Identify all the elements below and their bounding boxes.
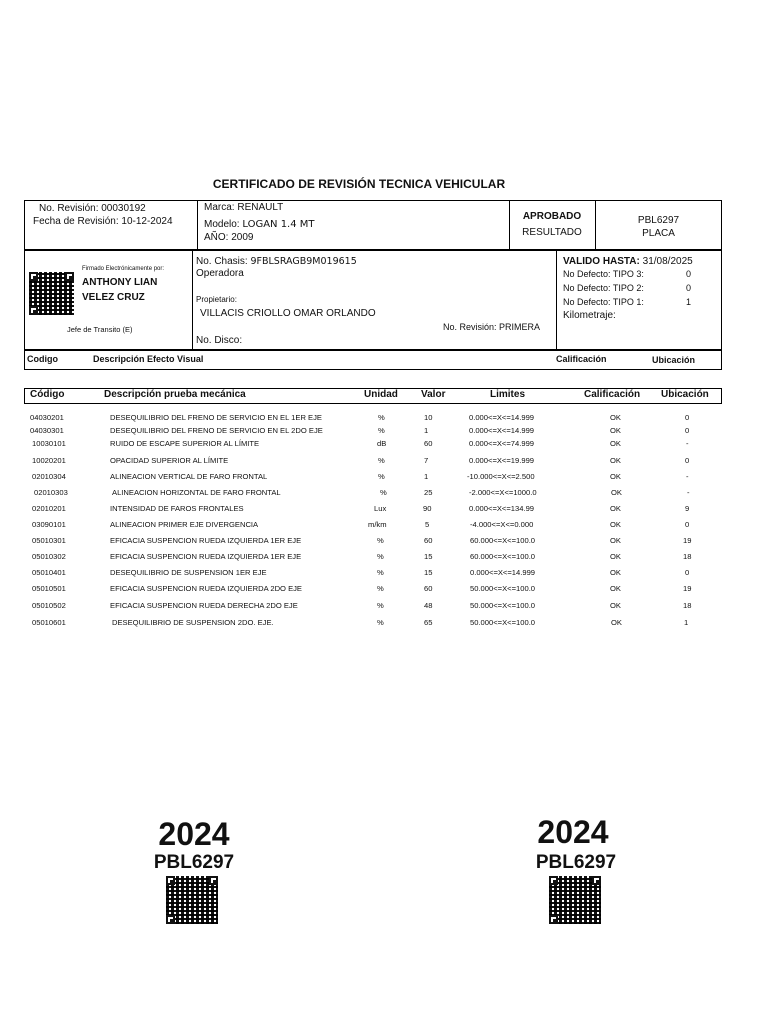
cell-calificacion: OK: [610, 413, 621, 422]
cell-limites: 0.000<=X<=74.999: [469, 439, 535, 448]
cell-unidad: %: [377, 618, 384, 627]
cell-ubicacion: 18: [683, 601, 692, 610]
cell-descripcion: EFICACIA SUSPENCION RUEDA IZQUIERDA 2DO EJE: [110, 584, 302, 593]
cell-valor: 48: [424, 601, 433, 610]
disco-label: No. Disco:: [196, 335, 243, 346]
cell-calificacion: OK: [610, 520, 621, 529]
cell-codigo: 03090101: [32, 520, 66, 529]
cell-ubicacion: 0: [685, 413, 690, 422]
cell-limites: 50.000<=X<=100.0: [470, 584, 536, 593]
cell-valor: 10: [424, 413, 433, 422]
chasis-label: No. Chasis:: [196, 256, 248, 267]
cell-valor: 7: [424, 456, 429, 465]
cell-limites: 60.000<=X<=100.0: [470, 552, 536, 561]
cell-valor: 65: [424, 618, 433, 627]
cell-calificacion: OK: [610, 456, 621, 465]
cell-calificacion: OK: [611, 488, 622, 497]
cell-valor: 60: [424, 536, 433, 545]
mech-codigo-header: Código: [30, 389, 65, 400]
marca-label: Marca:: [204, 202, 235, 213]
valid-until-label: VALIDO HASTA:: [563, 256, 640, 267]
cell-descripcion: EFICACIA SUSPENCION RUEDA DERECHA 2DO EJE: [110, 601, 298, 610]
modelo-label: Modelo:: [204, 219, 240, 230]
cell-descripcion: DESEQUILIBRIO DEL FRENO DE SERVICIO EN EL 1ER EJE: [110, 413, 322, 422]
cell-unidad: %: [378, 413, 385, 422]
cell-limites: -2.000<=X<=1000.0: [469, 488, 537, 497]
anio-label: AÑO:: [204, 232, 229, 243]
table-row: [0, 488, 768, 500]
cell-ubicacion: -: [686, 439, 689, 448]
cell-descripcion: INTENSIDAD DE FAROS FRONTALES: [110, 504, 244, 513]
cell-descripcion: ALINEACION VERTICAL DE FARO FRONTAL: [110, 472, 268, 481]
cell-codigo: 02010304: [32, 472, 66, 481]
cell-ubicacion: 0: [685, 426, 690, 435]
cell-ubicacion: 0: [685, 568, 690, 577]
cell-limites: 0.000<=X<=14.999: [469, 413, 535, 422]
cell-descripcion: EFICACIA SUSPENCION RUEDA IZQUIERDA 1ER EJE: [110, 552, 302, 561]
defect-type3-value: 0: [686, 269, 692, 279]
cell-valor: 1: [424, 472, 429, 481]
cell-limites: 60.000<=X<=100.0: [470, 536, 536, 545]
cell-unidad: %: [378, 456, 385, 465]
cell-limites: 50.000<=X<=100.0: [470, 601, 536, 610]
anio-value: 2009: [231, 232, 254, 243]
cell-descripcion: DESEQUILIBRIO DEL FRENO DE SERVICIO EN EL 2DO EJE: [110, 426, 323, 435]
cell-limites: 0.000<=X<=134.99: [469, 504, 535, 513]
valid-until-date: 31/08/2025: [642, 256, 693, 267]
cell-codigo: 04030201: [30, 413, 64, 422]
cell-valor: 15: [424, 552, 433, 561]
cell-calificacion: OK: [610, 504, 621, 513]
table-row: [0, 426, 768, 438]
cell-unidad: dB: [377, 439, 387, 448]
cell-codigo: 05010302: [32, 552, 66, 561]
kilometraje-label: Kilometraje:: [563, 310, 616, 321]
cell-codigo: 05010501: [32, 584, 66, 593]
mech-ubicacion-header: Ubicación: [661, 389, 709, 400]
mech-descripcion-header: Descripción prueba mecánica: [104, 389, 246, 400]
cell-unidad: %: [377, 584, 384, 593]
propietario-label: Propietario:: [196, 295, 237, 304]
cell-limites: 0.000<=X<=19.999: [469, 456, 535, 465]
cell-unidad: %: [378, 472, 385, 481]
cell-limites: 0.000<=X<=14.999: [470, 568, 536, 577]
table-row: [0, 504, 768, 516]
table-row: [0, 456, 768, 468]
table-row: [0, 584, 768, 596]
cell-calificacion: OK: [610, 601, 621, 610]
mech-valor-header: Valor: [421, 389, 446, 400]
cell-ubicacion: 19: [683, 584, 692, 593]
cell-ubicacion: 18: [683, 552, 692, 561]
cell-valor: 60: [424, 439, 433, 448]
visual-ubicacion-header: Ubicación: [652, 355, 696, 365]
cell-codigo: 02010201: [32, 504, 66, 513]
cell-calificacion: OK: [610, 439, 621, 448]
cell-ubicacion: 1: [684, 618, 689, 627]
cell-ubicacion: 0: [685, 456, 690, 465]
cell-descripcion: DESEQUILIBRIO DE SUSPENSION 2DO. EJE.: [112, 618, 274, 627]
modelo-value: LOGAN 1.4 MT: [242, 219, 315, 230]
table-row: [0, 413, 768, 425]
defect-type3-label: No Defecto: TIPO 3:: [563, 269, 644, 279]
table-row: [0, 472, 768, 484]
sticker-plate-right: PBL6297: [535, 852, 617, 873]
cell-valor: 60: [424, 584, 433, 593]
marca-value: RENAULT: [237, 202, 284, 213]
cell-ubicacion: 0: [685, 520, 690, 529]
cell-unidad: %: [377, 536, 384, 545]
signer-name-line1: ANTHONY LIAN: [82, 277, 158, 288]
cell-codigo: 05010502: [32, 601, 66, 610]
cell-limites: 0.000<=X<=14.999: [469, 426, 535, 435]
table-row: [0, 568, 768, 580]
chasis-value: 9FBLSRAGB9M019615: [250, 256, 357, 267]
cell-unidad: %: [377, 601, 384, 610]
table-row: [0, 618, 768, 630]
cell-codigo: 05010601: [32, 618, 66, 627]
cell-unidad: Lux: [374, 504, 387, 513]
sticker-year-left: 2024: [158, 816, 230, 852]
cell-calificacion: OK: [610, 552, 621, 561]
cell-descripcion: EFICACIA SUSPENCION RUEDA IZQUIERDA 1ER EJE: [110, 536, 302, 545]
cell-codigo: 05010301: [32, 536, 66, 545]
cell-valor: 15: [424, 568, 433, 577]
defect-type1-label: No Defecto: TIPO 1:: [563, 297, 644, 307]
cell-descripcion: RUIDO DE ESCAPE SUPERIOR AL LÍMITE: [110, 439, 260, 448]
signed-by-label: Firmado Electrónicamente por:: [82, 266, 165, 272]
revision-type: No. Revisión: PRIMERA: [443, 322, 541, 332]
table-row: [0, 601, 768, 613]
mech-unidad-header: Unidad: [364, 389, 398, 400]
cell-calificacion: OK: [610, 568, 621, 577]
cell-valor: 90: [423, 504, 432, 513]
cell-codigo: 02010303: [34, 488, 68, 497]
cell-unidad: m/km: [368, 520, 387, 529]
cell-limites: -10.000<=X<=2.500: [467, 472, 535, 481]
cell-calificacion: OK: [611, 618, 622, 627]
table-row: [0, 552, 768, 564]
cell-limites: 50.000<=X<=100.0: [470, 618, 536, 627]
cell-calificacion: OK: [610, 536, 621, 545]
revision-number: No. Revisión: 00030192: [39, 203, 146, 214]
plate-label: PLACA: [642, 228, 675, 239]
visual-descripcion-header: Descripción Efecto Visual: [93, 354, 204, 364]
cell-descripcion: DESEQUILIBRIO DE SUSPENSION 1ER EJE: [110, 568, 267, 577]
cell-ubicacion: -: [687, 488, 690, 497]
cell-descripcion: ALINEACION HORIZONTAL DE FARO FRONTAL: [112, 488, 281, 497]
cell-calificacion: OK: [610, 472, 621, 481]
revision-date: Fecha de Revisión: 10-12-2024: [33, 216, 173, 227]
defect-type2-label: No Defecto: TIPO 2:: [563, 283, 644, 293]
certificate-title: CERTIFICADO DE REVISIÓN TECNICA VEHICULAR: [212, 177, 506, 191]
cell-calificacion: OK: [610, 426, 621, 435]
operadora-label: Operadora: [196, 268, 244, 279]
mech-limites-header: Limites: [490, 389, 526, 400]
visual-codigo-header: Codigo: [27, 354, 58, 364]
cell-ubicacion: 19: [683, 536, 692, 545]
sticker-qr-code-right: [549, 876, 601, 924]
signature-qr-code: [29, 272, 74, 315]
signer-name-line2: VELEZ CRUZ: [82, 292, 145, 303]
mech-calificacion-header: Calificación: [584, 389, 641, 400]
cell-valor: 1: [424, 426, 429, 435]
approved-status: APROBADO: [522, 211, 582, 222]
cell-codigo: 10020201: [32, 456, 66, 465]
cell-codigo: 10030101: [32, 439, 66, 448]
cell-ubicacion: -: [686, 472, 689, 481]
cell-calificacion: OK: [610, 584, 621, 593]
result-label: RESULTADO: [522, 227, 582, 238]
cell-valor: 5: [425, 520, 430, 529]
cell-unidad: %: [377, 552, 384, 561]
sticker-plate-left: PBL6297: [153, 852, 235, 873]
cell-codigo: 05010401: [32, 568, 66, 577]
cell-descripcion: ALINEACION PRIMER EJE DIVERGENCIA: [110, 520, 259, 529]
cell-valor: 25: [424, 488, 433, 497]
plate-value: PBL6297: [637, 215, 680, 226]
defect-type1-value: 1: [686, 297, 692, 307]
cell-codigo: 04030301: [30, 426, 64, 435]
cell-unidad: %: [380, 488, 387, 497]
sticker-year-right: 2024: [537, 814, 609, 850]
defect-type2-value: 0: [686, 283, 692, 293]
table-row: [0, 520, 768, 532]
sticker-qr-code-left: [166, 876, 218, 924]
table-row: [0, 536, 768, 548]
visual-calificacion-header: Calificación: [556, 354, 607, 364]
propietario-value: VILLACIS CRIOLLO OMAR ORLANDO: [200, 308, 376, 319]
table-row: [0, 439, 768, 451]
cell-ubicacion: 9: [685, 504, 690, 513]
cell-unidad: %: [377, 568, 384, 577]
cell-descripcion: OPACIDAD SUPERIOR AL LÍMITE: [110, 456, 229, 465]
signer-role: Jefe de Transito (E): [67, 325, 133, 334]
cell-unidad: %: [378, 426, 385, 435]
cell-limites: -4.000<=X<=0.000: [470, 520, 534, 529]
